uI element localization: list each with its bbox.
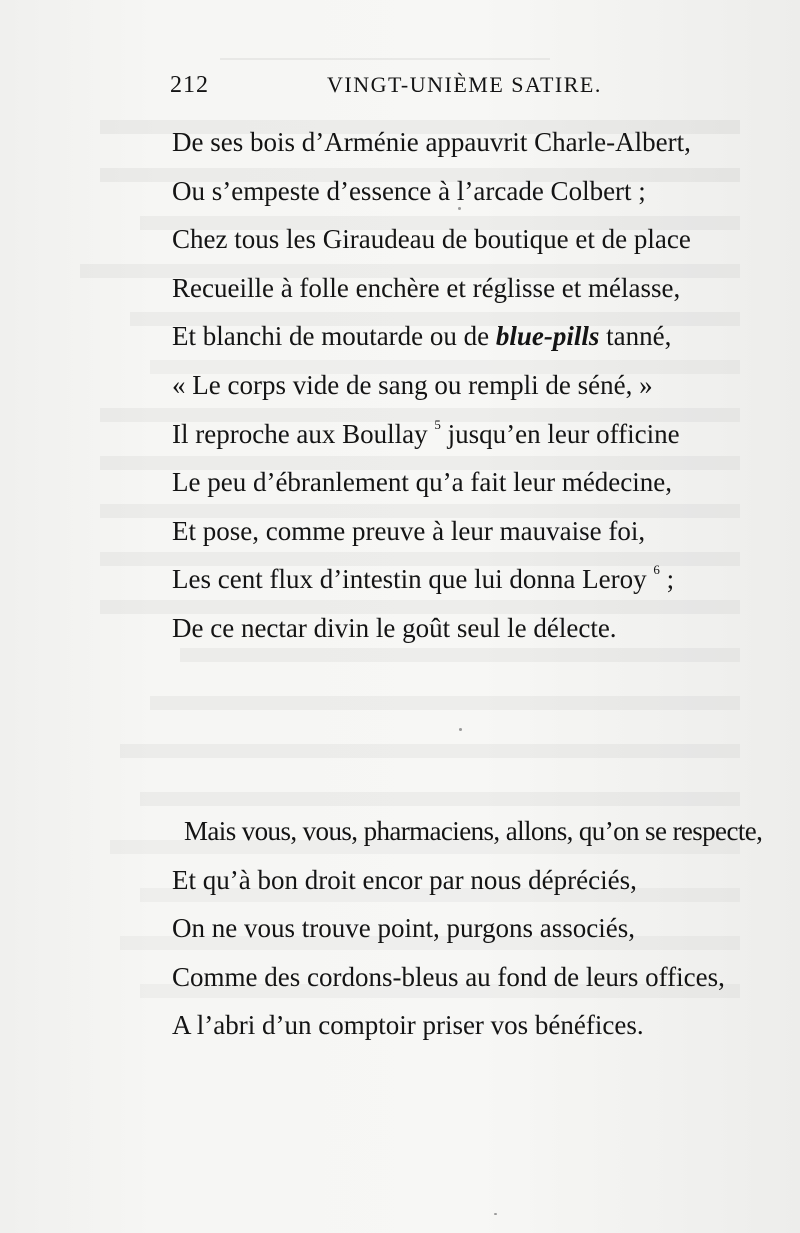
- verse-text: tanné,: [599, 321, 672, 352]
- verse-line: De ses bois d’Arménie appauvrit Charle-Albert,: [172, 127, 691, 157]
- ink-speck: [458, 207, 461, 210]
- ink-speck: [459, 728, 462, 731]
- verse-line: Le peu d’ébranlement qu’a fait leur médecine,: [172, 467, 673, 498]
- verse-text: Les cent flux d’intestin que lui donna Leroy: [172, 564, 654, 595]
- verse-line: A l’abri d’un comptoir priser vos bénéfices.: [172, 1010, 644, 1040]
- verse-line: [172, 410, 691, 459]
- ink-speck: [494, 1213, 497, 1215]
- verse-text: Il reproche aux Boullay: [172, 418, 435, 449]
- verse-line: Ou s’empeste d’essence à l’arcade Colbert ;: [172, 175, 646, 206]
- footnote-ref[interactable]: 5: [434, 416, 441, 432]
- verse-stanza-2: [172, 807, 762, 1050]
- page-number: 212: [170, 72, 209, 98]
- verse-line: Recueille à folle enchère et réglisse et mélasse,: [172, 272, 681, 303]
- italic-term: blue-pills: [495, 321, 600, 352]
- verse-text: jusqu’en leur officine: [440, 418, 680, 449]
- verse-line: Chez tous les Giraudeau de boutique et de place: [172, 224, 691, 255]
- verse-line: Mais vous, vous, pharmaciens, allons, qu’on se respecte,: [184, 816, 763, 846]
- verse-line: « Le corps vide de sang ou rempli de séné, »: [172, 369, 653, 400]
- verse-text: ;: [659, 564, 675, 595]
- verse-line: On ne vous trouve point, purgons associés,: [172, 913, 635, 943]
- verse-line: Et qu’à bon droit encor par nous dépréciés,: [172, 864, 637, 895]
- footnote-ref[interactable]: 6: [653, 562, 660, 578]
- running-title: VINGT-UNIÈME SATIRE.: [327, 72, 602, 97]
- verse-line: [172, 312, 691, 361]
- verse-line: [172, 555, 691, 604]
- page-header: [170, 68, 740, 104]
- verse-stanza-1: [172, 118, 691, 653]
- verse-line: Et pose, comme preuve à leur mauvaise foi,: [172, 515, 646, 546]
- verse-line: De ce nectar divin le goût seul le délecte.: [172, 612, 617, 643]
- verse-text: Et blanchi de moutarde ou de: [172, 321, 496, 352]
- verse-line: Comme des cordons-bleus au fond de leurs offices,: [172, 961, 725, 992]
